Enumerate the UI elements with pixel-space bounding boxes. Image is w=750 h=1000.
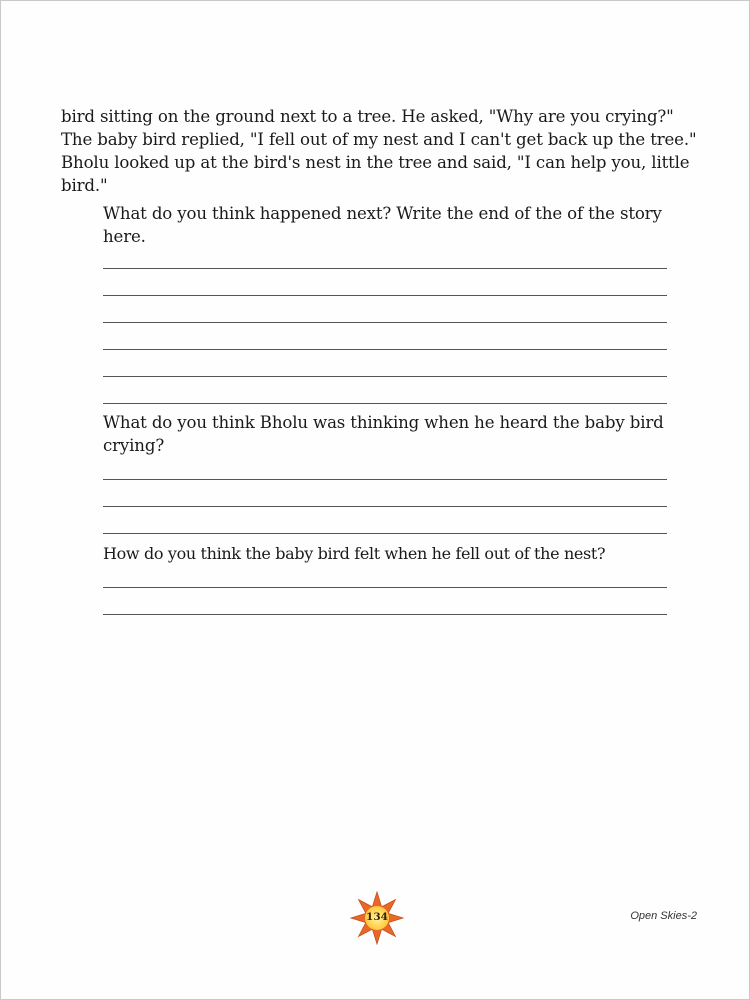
answer-line-q2-2[interactable] bbox=[103, 506, 667, 507]
book-title: Open Skies-2 bbox=[630, 910, 697, 922]
question-3-line-1: How do you think the baby bird felt when he fell out of the nest? bbox=[103, 544, 606, 563]
answer-line-q1-3[interactable] bbox=[103, 322, 667, 323]
answer-line-q2-1[interactable] bbox=[103, 479, 667, 480]
answer-line-q2-3[interactable] bbox=[103, 533, 667, 534]
question-1-line-1: What do you think happened next? Write the end of the of the story bbox=[103, 204, 662, 223]
question-2-line-1: What do you think Bholu was thinking when he heard the baby bird bbox=[103, 413, 664, 432]
answer-line-q1-6[interactable] bbox=[103, 403, 667, 404]
answer-line-q3-2[interactable] bbox=[103, 614, 667, 615]
question-1-line-2: here. bbox=[103, 227, 146, 246]
answer-line-q1-5[interactable] bbox=[103, 376, 667, 377]
answer-line-q1-1[interactable] bbox=[103, 268, 667, 269]
question-3 bbox=[103, 542, 703, 565]
story-line: bird." bbox=[61, 176, 108, 195]
question-1 bbox=[103, 202, 703, 248]
page-number: 134 bbox=[366, 911, 388, 923]
question-2 bbox=[103, 411, 703, 457]
answer-line-q1-4[interactable] bbox=[103, 349, 667, 350]
answer-line-q1-2[interactable] bbox=[103, 295, 667, 296]
question-2-line-2: crying? bbox=[103, 436, 165, 455]
answer-line-q3-1[interactable] bbox=[103, 587, 667, 588]
story-line: The baby bird replied, "I fell out of my nest and I can't get back up the tree." bbox=[61, 130, 697, 149]
story-passage bbox=[61, 105, 701, 197]
story-line: Bholu looked up at the bird's nest in the tree and said, "I can help you, little bbox=[61, 153, 690, 172]
story-line: bird sitting on the ground next to a tree. He asked, "Why are you crying?" bbox=[61, 107, 674, 126]
